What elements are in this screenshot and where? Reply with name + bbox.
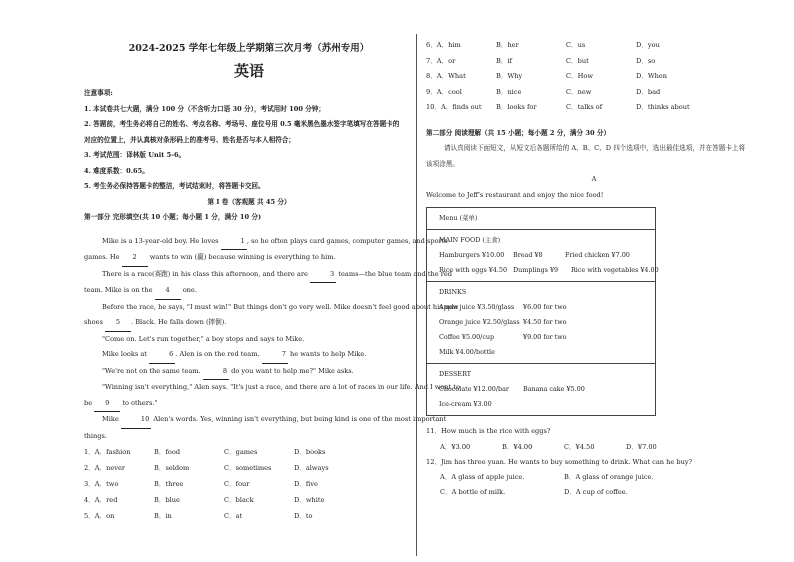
part1-heading: 第一部分 完形填空(共 10 小题；每小题 1 分，满分 10 分) <box>84 213 262 221</box>
cloze-line: Before the race, he says, "I must win!" But things don't go very well. Mike doesn't feel good about his new <box>102 302 459 311</box>
menu-row: Coffee ¥5.00/cup ¥9.00 for two <box>439 333 567 341</box>
option-row: 5．A．on B．in C．at D．to <box>84 512 313 520</box>
menu-row: Orange juice ¥2.50/glass ¥4.50 for two <box>439 318 567 326</box>
question-12: 12．Jim has three yuan. He wants to buy something to drink. What can he buy? <box>426 457 693 466</box>
menu-heading: MAIN FOOD (主食) <box>439 236 501 244</box>
blank-2: 2 <box>122 250 148 267</box>
blank-4: 4 <box>155 283 181 300</box>
cloze-line: Mike looks at 6 . Alen is on the red team. 7 he wants to help Mike. <box>84 347 414 364</box>
cloze-line: shoes 5 . Black. He falls down (摔倒). <box>84 315 414 332</box>
option-row: 6．A．him B．her C．us D．you <box>426 41 660 49</box>
cloze-line: "We're not on the same team. 8 do you want to help me?" Mike asks. <box>84 364 414 381</box>
menu-row: Hamburgers ¥10.00 Bread ¥8 Fried chicken ¥7.00 <box>439 251 630 259</box>
note-item: 对应的位置上，并认真核对条形码上的准考号、姓名是否与本人相符合； <box>84 135 295 144</box>
passage-label: A <box>591 175 597 183</box>
option-row: 3．A．two B．three C．four D．five <box>84 480 318 488</box>
part2-heading: 第二部分 阅读理解（共 15 小题；每小题 2 分，满分 30 分） <box>426 128 611 137</box>
note-item: 5. 考生务必保持答题卡的整洁，考试结束时，将答题卡交回。 <box>84 182 265 190</box>
option-row: 7．A．or B．if C．but D．so <box>426 56 656 65</box>
exam-title: 2024-2025 学年七年级上学期第三次月考（苏州专用） <box>128 43 370 54</box>
menu-heading: DRINKS <box>439 288 467 296</box>
cloze-line: Mike 10 Alen's words. Yes, winning isn't everything, but being kind is one of the most important <box>84 412 414 429</box>
cloze-line: things. <box>84 431 107 440</box>
menu-title: Menu (菜单) <box>439 214 478 222</box>
welcome-line: Welcome to Jeff's restaurant and enjoy the nice food! <box>426 190 604 199</box>
note-item: 3. 考试范围：译林版 Unit 5-6。 <box>84 151 186 159</box>
blank-7: 7 <box>262 347 288 364</box>
menu-heading: DESSERT <box>439 370 472 378</box>
note-item: 2. 答题前，考生务必将自己的姓名、考点名称、考场号、座位号用 0.5 毫米黑色墨水签字笔填写在答题卡的 <box>84 120 400 128</box>
subject-title: 英语 <box>233 62 264 80</box>
blank-1: 1 <box>221 234 247 251</box>
option-row: 4．A．red B．blue C．black D．white <box>84 496 325 504</box>
cloze-line: be 9 to others." <box>84 396 414 413</box>
blank-10: 10 <box>121 412 151 429</box>
menu-row: Rice with eggs ¥4.50 Dumplings ¥9 Rice with vegetables ¥4.00 <box>439 266 659 274</box>
cloze-line: team. Mike is on the 4 one. <box>84 283 414 300</box>
blank-8: 8 <box>203 364 229 381</box>
column-divider <box>416 34 417 556</box>
menu-title-section <box>427 208 655 230</box>
menu-row: Milk ¥4.00/bottle <box>439 348 495 356</box>
blank-3: 3 <box>310 267 336 284</box>
menu-drinks-section <box>427 282 655 364</box>
menu-row: Chocolate ¥12.00/bar Banana cake ¥5.00 <box>439 385 585 393</box>
option-row: 9．A．cool B．nice C．new D．bad <box>426 87 661 96</box>
cloze-line: "Winning isn't everything," Alen says. "It's just a race, and there are a lot of races in our life. And I want to <box>102 383 460 391</box>
blank-6: 6 <box>149 347 175 364</box>
blank-5: 5 <box>105 315 131 332</box>
cloze-line: There is a race(赛跑) in his class this afternoon, and there are 3 teams—the blue team and the red <box>84 267 414 284</box>
cloze-line: Mike is a 13-year-old boy. He loves 1 , so he often plays card games, computer games, and sports <box>84 234 414 251</box>
notes-heading: 注意事项: <box>84 89 113 97</box>
volume-heading: 第 I 卷（客观题 共 45 分） <box>207 197 291 206</box>
menu-dessert-section <box>427 364 655 415</box>
question-11: 11．How much is the rice with eggs? <box>426 427 551 435</box>
menu-box <box>426 207 659 416</box>
option-row: 1．A．fashion B．food C．games D．books <box>84 448 326 456</box>
option-row: 8．A．What B．Why C．How D．When <box>426 72 668 80</box>
cloze-line: games. He 2 wants to win (赢) because winning is everything to him. <box>84 250 414 267</box>
blank-9: 9 <box>94 396 120 413</box>
option-row: 10．A．finds out B．looks for C．talks of D．thinks about <box>426 103 690 111</box>
note-item: 1. 本试卷共七大题，满分 100 分（不含听力口语 30 分），考试用时 100 分钟； <box>84 104 325 113</box>
cloze-line: "Come on. Let's run together," a boy stops and says to Mike. <box>102 334 305 343</box>
question-12-options: A．A glass of apple juice. B．A glass of orange juice. <box>440 473 654 481</box>
option-row: 2．A．never B．seldom C．sometimes D．always <box>84 464 329 472</box>
right-column <box>426 38 762 500</box>
menu-row: Apple juice ¥3.50/glass ¥6.00 for two <box>439 303 567 311</box>
menu-row: Ice-cream ¥3.00 <box>439 400 492 408</box>
part2-instruction: 请认真阅读下面短文，从短文后各题所给的 A、B、C、D 四个选项中，选出最佳选项，并在答题卡上将 <box>444 144 746 152</box>
question-11-options: A．¥3.00 B．¥4.00 C．¥4.50 D．¥7.00 <box>440 442 657 451</box>
question-12-options: C．A bottle of milk. D．A cup of coffee. <box>440 488 628 496</box>
part2-instruction: 该项涂黑。 <box>426 159 459 168</box>
menu-main-section <box>427 230 659 282</box>
note-item: 4. 难度系数：0.65。 <box>84 166 149 175</box>
